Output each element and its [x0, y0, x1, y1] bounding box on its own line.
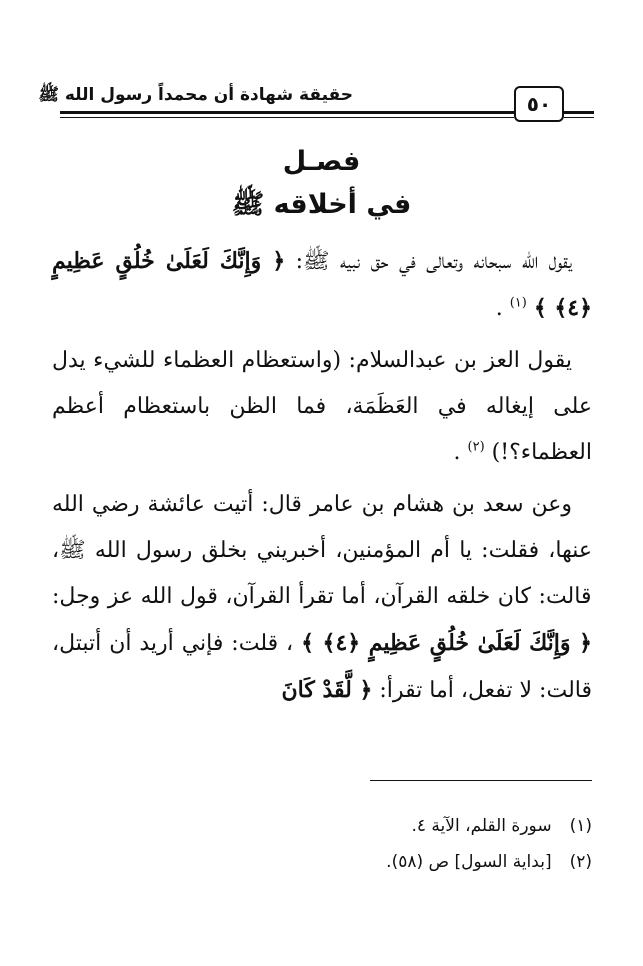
paragraph-text: .: [495, 296, 503, 321]
running-header-title: حقيقة شهادة أن محمداً رسول الله ﷺ: [38, 85, 353, 105]
paragraph-text: يقول العز بن عبدالسلام: (واستعظام العظماء للشيء يدل على إيغاله في العَظَمَة، فما الظن باستعظام أعظم العظماء؟!): [52, 348, 592, 465]
footnote-ref-1[interactable]: (١): [509, 295, 527, 311]
footnote-separator: [370, 780, 592, 781]
header-rule-thick: [60, 111, 514, 114]
quran-verse: ﴿ لَّقَدْ كَانَ: [281, 677, 373, 703]
paragraph-text: .: [453, 440, 461, 465]
paragraph-text: يقول الله سبحانه وتعالى في حق نبيه ﷺ:: [285, 249, 572, 274]
paragraph-1: [52, 238, 592, 332]
header-rule-right: [564, 111, 594, 114]
page-number: ٥٠: [514, 86, 564, 122]
section-subheading: في أخلاقه ﷺ: [231, 189, 412, 220]
paragraph-2: [52, 338, 592, 476]
footnote-number: (١): [569, 816, 592, 836]
footnote-text: سورة القلم، الآية ٤.: [411, 816, 552, 836]
footnote-text: [بداية السول] ص (٥٨).: [386, 852, 552, 872]
section-heading: فصـل: [282, 146, 361, 177]
body-text: [52, 238, 592, 720]
paragraph-text: وعن سعد بن هشام بن عامر قال: أتيت عائشة رضي الله عنها، فقلت: يا أم المؤمنين، أخبريني بخلق رسول الله ﷺ، قالت: كان خلقه القرآن، أما تقرأ القرآن، قول الله عز وجل:: [52, 492, 592, 609]
header-rule-right-thin: [564, 117, 594, 118]
quran-verse: ﴿ وَإِنَّكَ لَعَلَىٰ خُلُقٍ عَظِيمٍ ﴿٤﴾ ﴾: [301, 630, 592, 656]
paragraph-3: [52, 482, 592, 714]
header-rule-thin: [60, 117, 514, 118]
paragraph-text: ، قلت: فإني أريد أن أتبتل، قالت: لا تفعل، أما تقرأ:: [52, 631, 592, 703]
footnote-number: (٢): [569, 852, 592, 872]
footnote-ref-2[interactable]: (٢): [467, 439, 485, 455]
footnote-1: [52, 808, 592, 844]
quran-verse: ﴿ وَإِنَّكَ لَعَلَىٰ خُلُقٍ عَظِيمٍ ﴿٤﴾ ﴾: [52, 248, 592, 321]
footnote-2: [52, 844, 592, 880]
footnotes: [52, 808, 592, 880]
